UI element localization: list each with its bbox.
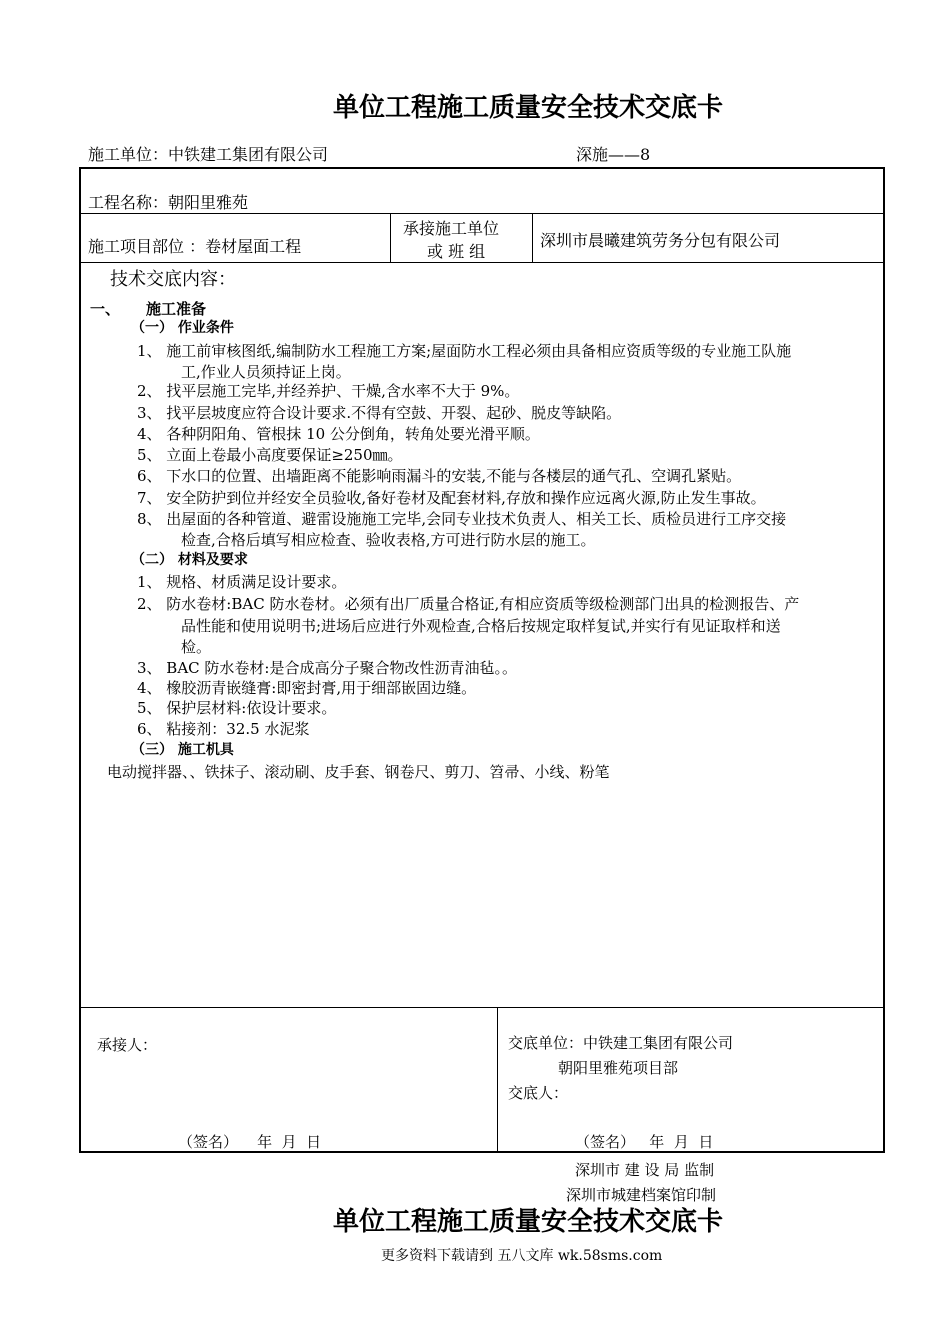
- discloser-dept: 朝阳里雅苑项目部: [558, 1059, 679, 1077]
- list-item: 8、 出屋面的各种管道、避雷设施施工完毕,会同专业技术负责人、相关工长、质检员进行工序交接: [137, 510, 787, 528]
- subsection-title: （二） 材料及要求: [131, 552, 248, 568]
- discloser-sign-date: （签名） 年 月 日: [575, 1133, 714, 1151]
- col-divider: [497, 1007, 498, 1152]
- list-item: 5、 立面上卷最小高度要保证≥250㎜。: [137, 446, 403, 464]
- project-name: 工程名称：朝阳里雅苑: [88, 193, 249, 212]
- contractor-label: 承接施工单位: [403, 219, 500, 238]
- list-item: 3、 找平层坡度应符合设计要求.不得有空鼓、开裂、起砂、脱皮等缺陷。: [137, 404, 622, 422]
- discloser-unit: 交底单位：中铁建工集团有限公司: [508, 1034, 734, 1052]
- document-title-repeat: 单位工程施工质量安全技术交底卡: [332, 1207, 723, 1237]
- list-item: 2、 防水卷材:BAC 防水卷材。必须有出厂质量合格证,有相应资质等级检测部门出具的检测报告、产: [137, 595, 800, 613]
- row-divider: [79, 1007, 885, 1008]
- subsection-title: （三） 施工机具: [131, 742, 234, 758]
- col-divider: [390, 213, 391, 263]
- contractor-value: 深圳市晨曦建筑劳务分包有限公司: [540, 231, 781, 250]
- printed-by: 深圳市城建档案馆印制: [566, 1186, 717, 1204]
- document-title: 单位工程施工质量安全技术交底卡: [332, 93, 723, 123]
- section-number: 一、: [90, 300, 121, 318]
- list-item: 4、 橡胶沥青嵌缝膏:即密封膏,用于细部嵌固边缝。: [137, 679, 477, 697]
- contractor-label: 或 班 组: [427, 242, 486, 261]
- list-item: 7、 安全防护到位并经安全员验收,备好卷材及配套材料,存放和操作应远离火源,防止发生事故。: [137, 489, 766, 507]
- table-border-top: [79, 167, 885, 169]
- list-item: 6、 粘接剂：32.5 水泥浆: [137, 720, 310, 738]
- row-divider: [79, 262, 885, 263]
- discloser-label: 交底人：: [508, 1084, 569, 1102]
- construction-unit: 施工单位：中铁建工集团有限公司: [88, 145, 329, 164]
- section-title: 施工准备: [146, 300, 207, 318]
- list-item: 5、 保护层材料:依设计要求。: [137, 699, 337, 717]
- col-divider: [532, 213, 533, 263]
- supervised-by: 深圳市 建 设 局 监制: [575, 1161, 715, 1179]
- table-border-left: [79, 167, 81, 1153]
- list-item: 6、 下水口的位置、出墙距离不能影响雨漏斗的安装,不能与各楼层的通气孔、空调孔紧贴。: [137, 467, 742, 485]
- download-note: 更多资料下载请到 五八文库 wk.58sms.com: [381, 1248, 663, 1264]
- list-item: 工,作业人员须持证上岗。: [181, 363, 351, 381]
- tools-list: 电动搅拌器、、铁抹子、滚动刷、皮手套、钢卷尺、剪刀、笤帚、小线、粉笔: [107, 763, 610, 781]
- row-divider: [79, 213, 885, 214]
- receiver-sign-date: （签名） 年 月 日: [178, 1133, 322, 1151]
- list-item: 检查,合格后填写相应检查、验收表格,方可进行防水层的施工。: [181, 531, 596, 549]
- subsection-title: （一） 作业条件: [131, 320, 234, 336]
- receiver-label: 承接人：: [97, 1036, 158, 1054]
- list-item: 3、 BAC 防水卷材:是合成高分子聚合物改性沥青油毡。。: [137, 659, 517, 677]
- table-border-right: [883, 167, 885, 1153]
- document-code: 深施——8: [576, 145, 651, 164]
- list-item: 检。: [181, 638, 212, 656]
- project-part: 施工项目部位 ：卷材屋面工程: [88, 237, 302, 256]
- content-heading: 技术交底内容：: [110, 269, 236, 290]
- list-item: 1、 规格、材质满足设计要求。: [137, 573, 347, 591]
- list-item: 2、 找平层施工完毕,并经养护、干燥,含水率不大于 9%。: [137, 382, 520, 400]
- list-item: 1、 施工前审核图纸,编制防水工程施工方案;屋面防水工程必须由具备相应资质等级的专业施工队施: [137, 342, 792, 360]
- list-item: 4、 各种阴阳角、管根抹 10 公分倒角，转角处要光滑平顺。: [137, 425, 540, 443]
- list-item: 品性能和使用说明书;进场后应进行外观检查,合格后按规定取样复试,并实行有见证取样和送: [181, 617, 781, 635]
